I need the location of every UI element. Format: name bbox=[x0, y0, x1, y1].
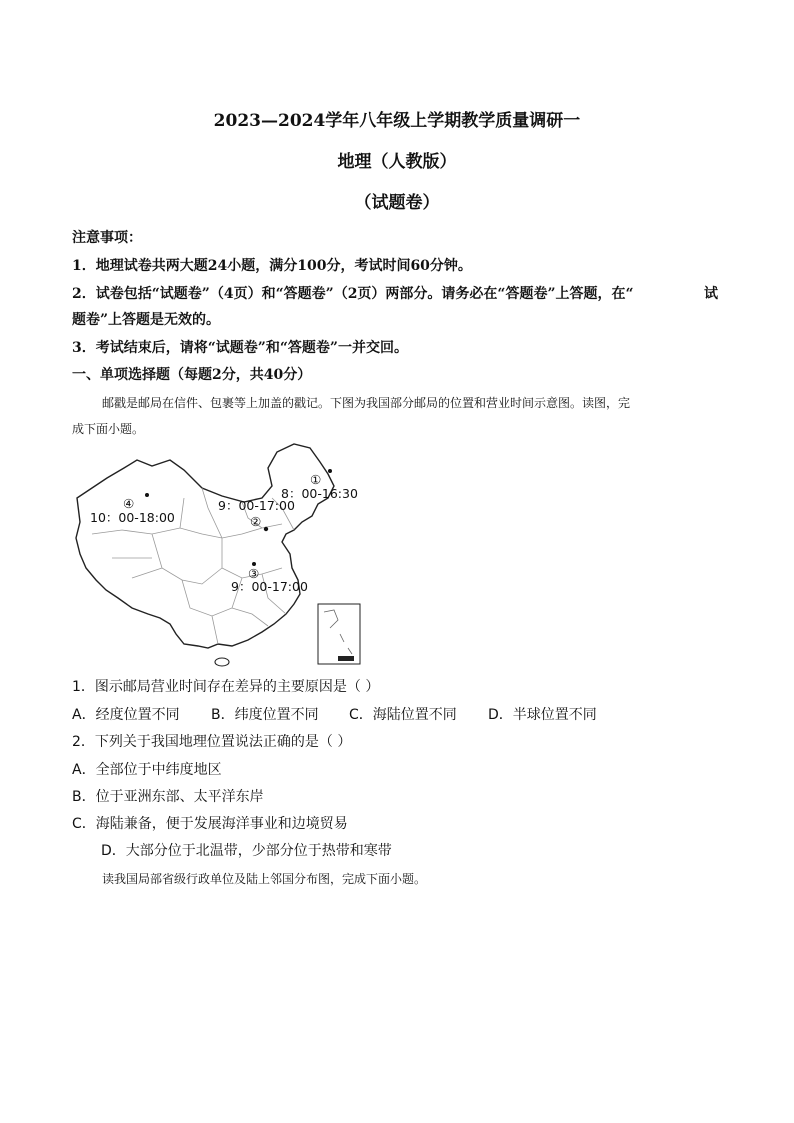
note-item-2: 2．试卷包括“试题卷”（4页）和“答题卷”（2页）两部分。请务必在“答题卷”上答题，在“ bbox=[72, 286, 634, 302]
post-office-1-dot bbox=[328, 469, 332, 473]
question-2-option-d: D．大部分位于北温带，少部分位于热带和寒带 bbox=[101, 843, 392, 859]
section-heading: 一、单项选择题（每题2分，共40分） bbox=[72, 367, 312, 383]
note-item-1: 1．地理试卷共两大题24小题，满分100分，考试时间60分钟。 bbox=[72, 258, 472, 274]
next-question-intro: 读我国局部省级行政单位及陆上邻国分布图，完成下面小题。 bbox=[102, 872, 427, 886]
question-1-option-a: A．经度位置不同 bbox=[72, 707, 180, 723]
south-china-sea-inset bbox=[318, 604, 360, 664]
question-2-option-b: B．位于亚洲东部、太平洋东岸 bbox=[72, 789, 264, 805]
question-2-stem: 2．下列关于我国地理位置说法正确的是（ ） bbox=[72, 734, 352, 750]
note-item-2-cont: 题卷”上答题是无效的。 bbox=[72, 312, 221, 328]
paper-type: （试题卷） bbox=[354, 193, 440, 213]
question-1-stem: 1．图示邮局营业时间存在差异的主要原因是（ ） bbox=[72, 679, 380, 695]
question-2-option-a: A．全部位于中纬度地区 bbox=[72, 762, 222, 778]
post-office-1-hours: 8：00-16:30 bbox=[281, 486, 358, 501]
post-office-4-hours: 10：00-18:00 bbox=[90, 510, 175, 525]
post-office-3-hours: 9：00-17:00 bbox=[231, 579, 308, 594]
hainan-island bbox=[215, 658, 229, 666]
post-office-1-mark: ① bbox=[310, 472, 322, 487]
page-title: 2023—2024学年八年级上学期教学质量调研一 bbox=[213, 111, 581, 131]
notes-heading: 注意事项： bbox=[72, 230, 142, 246]
post-office-2-hours: 9：00-17:00 bbox=[218, 498, 295, 513]
intro-line-2: 成下面小题。 bbox=[72, 422, 145, 436]
question-1-option-d: D．半球位置不同 bbox=[488, 707, 597, 723]
china-outline bbox=[76, 444, 334, 648]
note-item-2-end: 试 bbox=[704, 286, 718, 302]
page-subtitle: 地理（人教版） bbox=[337, 152, 457, 172]
question-2-option-c: C．海陆兼备，便于发展海洋事业和边境贸易 bbox=[72, 816, 348, 832]
post-office-3-mark: ③ bbox=[248, 566, 260, 581]
intro-line-1: 邮戳是邮局在信件、包裹等上加盖的戳记。下图为我国部分邮局的位置和营业时间示意图。读图，完 bbox=[102, 396, 631, 410]
china-post-office-map bbox=[72, 438, 364, 668]
question-1-option-c: C．海陆位置不同 bbox=[349, 707, 457, 723]
note-item-3: 3．考试结束后，请将“试题卷”和“答题卷”一并交回。 bbox=[72, 340, 408, 356]
post-office-4-dot bbox=[145, 493, 149, 497]
post-office-2-mark: ② bbox=[250, 514, 262, 529]
post-office-2-dot bbox=[264, 527, 268, 531]
post-office-4-mark: ④ bbox=[123, 496, 135, 511]
question-1-option-b: B．纬度位置不同 bbox=[211, 707, 319, 723]
